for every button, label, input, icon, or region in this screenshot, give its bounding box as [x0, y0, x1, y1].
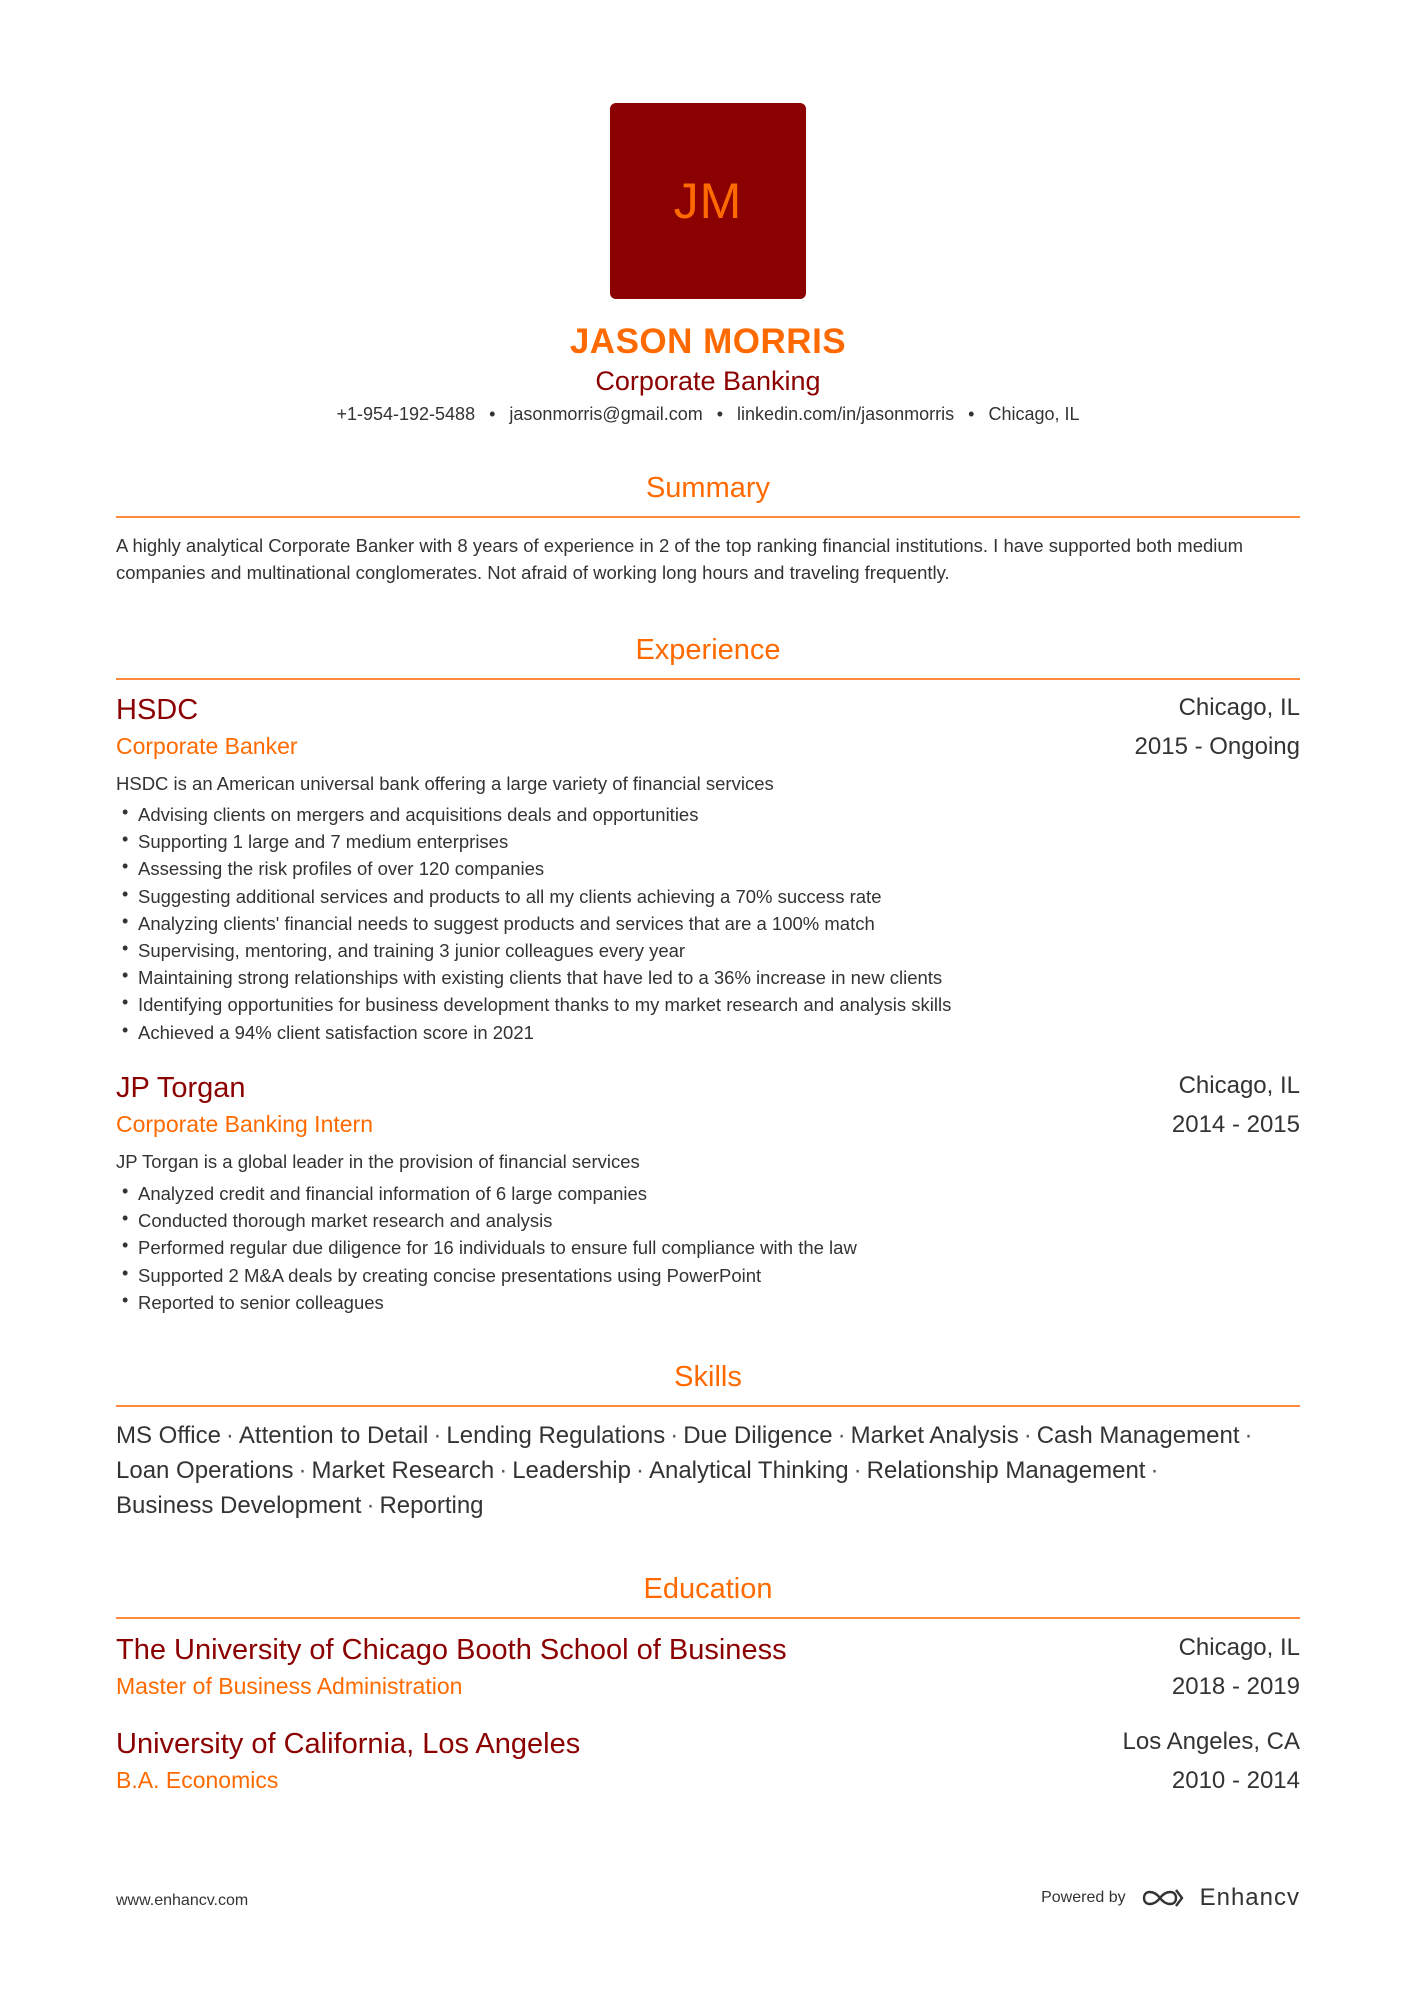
education-degree: Master of Business Administration	[116, 1673, 463, 1699]
list-item: • Advising clients on mergers and acquisitions deals and opportunities	[116, 801, 1300, 828]
education-school: University of California, Los Angeles	[116, 1728, 581, 1760]
education-location: Chicago, IL	[1178, 1634, 1300, 1661]
skill-item: Attention to Detail	[238, 1422, 429, 1449]
list-item: • Supporting 1 large and 7 medium enterprises	[116, 828, 1300, 855]
list-item: • Analyzed credit and financial information of 6 large companies	[116, 1180, 1300, 1207]
skill-item: Market Research	[311, 1457, 495, 1484]
skills-divider	[116, 1405, 1300, 1407]
education-dates: 2018 - 2019	[1171, 1673, 1300, 1700]
phone: +1-954-192-5488	[336, 404, 476, 424]
job-dates: 2015 - Ongoing	[1134, 733, 1300, 760]
email-link[interactable]: jasonmorris@gmail.com	[509, 404, 703, 424]
job-role: Corporate Banker	[116, 733, 298, 759]
skills-heading: Skills	[674, 1361, 742, 1393]
contact-line	[116, 404, 1300, 425]
enhancv-logo-icon	[1140, 1886, 1186, 1910]
skill-item: Leadership	[512, 1457, 631, 1484]
avatar	[610, 103, 806, 299]
list-item: • Supported 2 M&A deals by creating concise presentations using PowerPoint	[116, 1262, 1300, 1289]
job-description: HSDC is an American universal bank offering a large variety of financial services	[116, 773, 774, 794]
list-item: • Suggesting additional services and products to all my clients achieving a 70% success rate	[116, 883, 1300, 910]
skills-list: MS Office · Attention to Detail · Lending Regulations · Due Diligence · Market Analysis · Cash Management · Loan Operations · Market Research · Leadership · Analytical Thinking · Relationship Management · Business Development · Reporting	[116, 1422, 1253, 1519]
separator: •	[968, 404, 975, 424]
list-item: • Reported to senior colleagues	[116, 1289, 1300, 1316]
skill-item: Market Analysis	[850, 1422, 1019, 1449]
skill-item: Lending Regulations	[446, 1422, 666, 1449]
avatar-initials: JM	[673, 173, 743, 229]
experience-heading: Experience	[635, 634, 781, 666]
job-role: Corporate Banking Intern	[116, 1111, 373, 1137]
list-item: • Performed regular due diligence for 16 individuals to ensure full compliance with the law	[116, 1234, 1300, 1261]
job-company: JP Torgan	[116, 1072, 246, 1104]
list-item: • Conducted thorough market research and analysis	[116, 1207, 1300, 1234]
separator: •	[489, 404, 496, 424]
linkedin-link[interactable]: linkedin.com/in/jasonmorris	[737, 404, 955, 424]
list-item: • Supervising, mentoring, and training 3 junior colleagues every year	[116, 937, 1300, 964]
skill-item: Due Diligence	[683, 1422, 833, 1449]
education-dates: 2010 - 2014	[1171, 1767, 1300, 1794]
job-location: Chicago, IL	[1178, 1072, 1300, 1099]
education-school: The University of Chicago Booth School of Business	[116, 1634, 787, 1666]
skill-item: Loan Operations	[116, 1457, 294, 1484]
powered-by-label: Powered by	[1041, 1889, 1126, 1906]
candidate-headline: Corporate Banking	[595, 366, 821, 396]
job-bullets	[116, 1180, 1300, 1316]
list-item: • Maintaining strong relationships with existing clients that have led to a 36% increase in new clients	[116, 964, 1300, 991]
skill-item: Business Development	[116, 1492, 362, 1519]
skill-item: Analytical Thinking	[648, 1457, 849, 1484]
job-bullets	[116, 801, 1300, 1046]
footer-website-link[interactable]: www.enhancv.com	[116, 1892, 249, 1909]
education-divider	[116, 1617, 1300, 1619]
location: Chicago, IL	[988, 404, 1080, 424]
list-item: • Identifying opportunities for business development thanks to my market research and analysis skills	[116, 991, 1300, 1018]
skill-item: Reporting	[379, 1492, 484, 1519]
summary-text: A highly analytical Corporate Banker with 8 years of experience in 2 of the top ranking financial institutions. I have supported both medium companies and multinational conglomerates. Not afraid of working long hours and traveling frequently.	[116, 535, 1244, 583]
skill-item: Cash Management	[1036, 1422, 1240, 1449]
education-heading: Education	[643, 1573, 773, 1605]
job-company: HSDC	[116, 694, 199, 726]
summary-divider	[116, 516, 1300, 518]
job-dates: 2014 - 2015	[1171, 1111, 1300, 1138]
separator: •	[716, 404, 724, 424]
skill-item: MS Office	[116, 1422, 221, 1449]
education-location: Los Angeles, CA	[1122, 1728, 1300, 1755]
experience-divider	[116, 678, 1300, 680]
education-degree: B.A. Economics	[116, 1767, 279, 1793]
candidate-name: JASON MORRIS	[569, 322, 847, 361]
list-item: • Analyzing clients' financial needs to suggest products and services that are a 100% match	[116, 910, 1300, 937]
job-location: Chicago, IL	[1178, 694, 1300, 721]
skill-item: Relationship Management	[866, 1457, 1146, 1484]
list-item: • Achieved a 94% client satisfaction score in 2021	[116, 1019, 1300, 1046]
summary-heading: Summary	[645, 472, 771, 504]
list-item: • Assessing the risk profiles of over 120 companies	[116, 855, 1300, 882]
enhancv-brand: Enhancv	[1199, 1884, 1300, 1911]
job-description: JP Torgan is a global leader in the provision of financial services	[116, 1151, 640, 1172]
footer-branding	[1041, 1884, 1300, 1912]
